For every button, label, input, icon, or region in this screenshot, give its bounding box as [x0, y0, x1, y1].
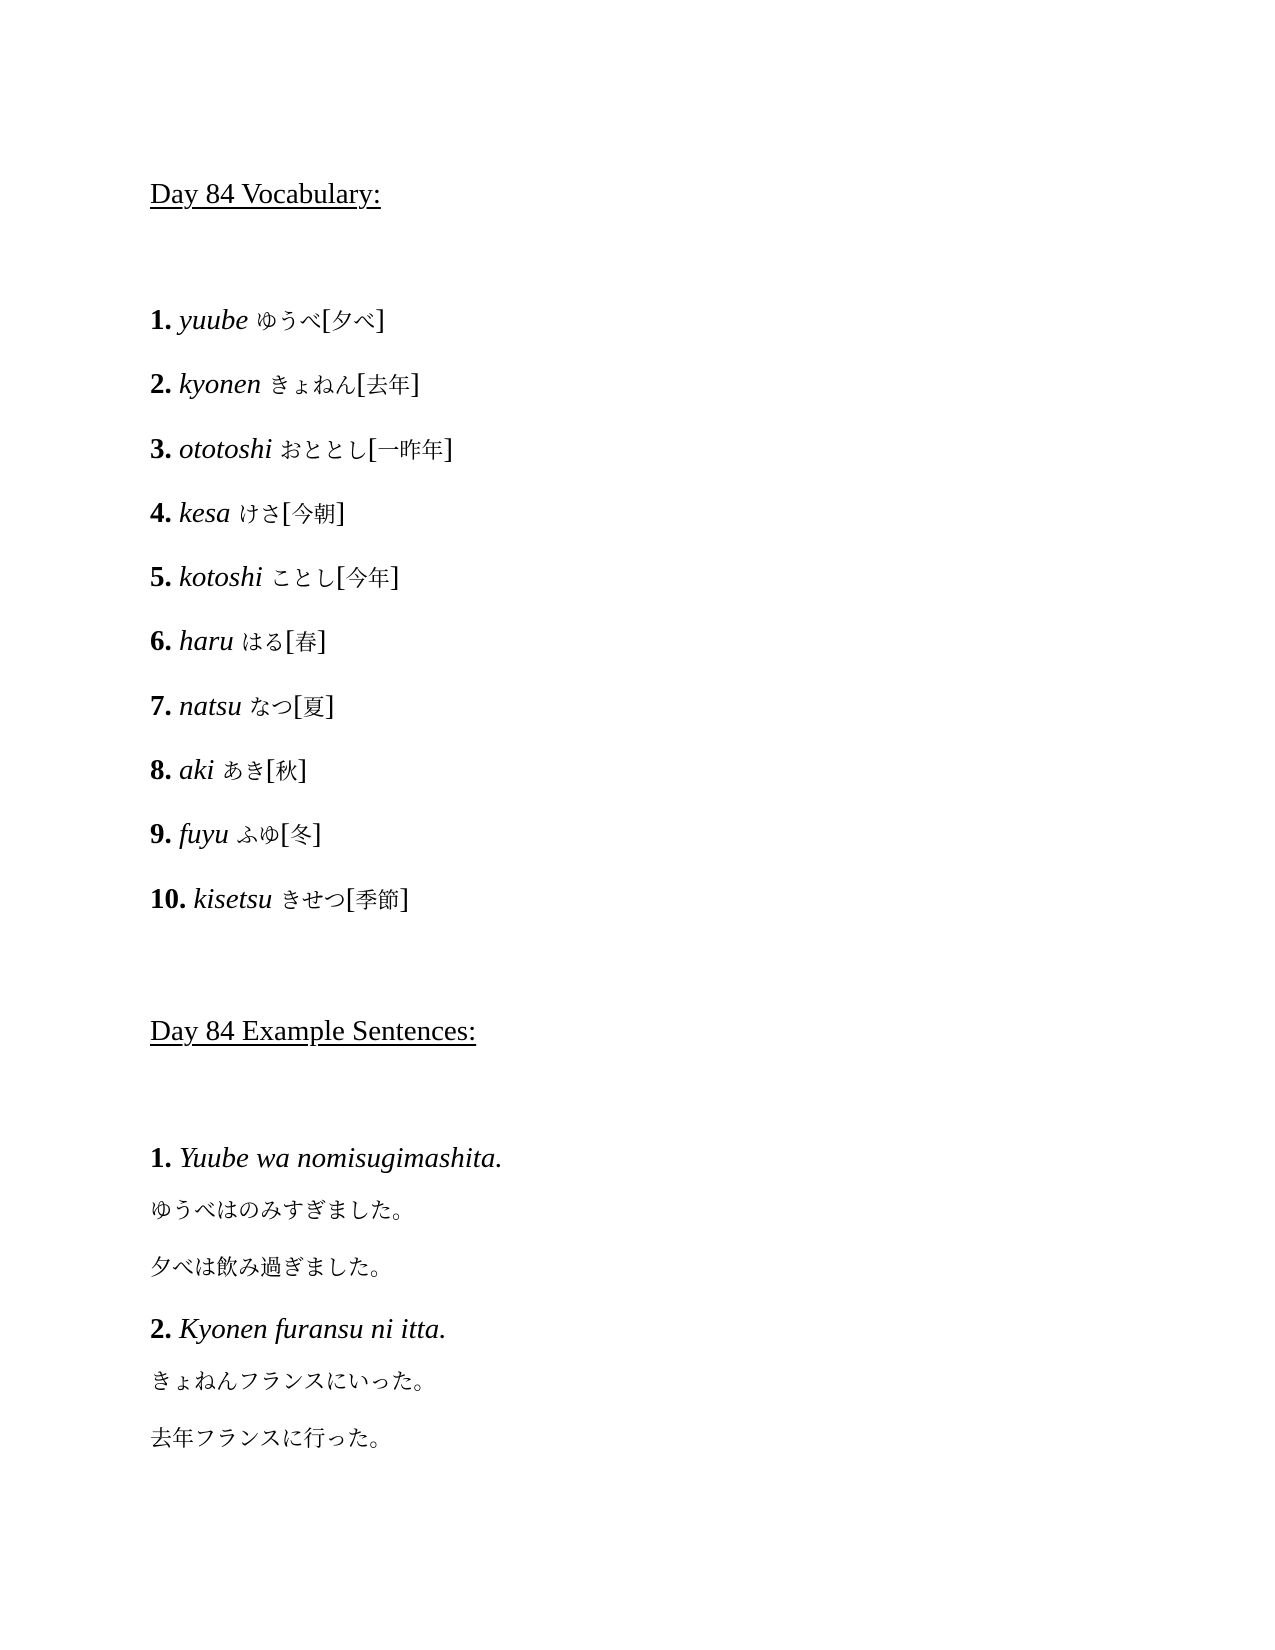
- vocab-romaji: fuyu: [179, 818, 229, 851]
- vocab-item: [150, 366, 453, 430]
- vocab-number: 6.: [150, 625, 172, 658]
- open-bracket: [: [265, 754, 276, 787]
- vocab-item: [150, 302, 453, 366]
- vocab-number: 2.: [150, 368, 172, 401]
- vocab-kanji: 季節: [355, 888, 400, 914]
- vocab-kanji: 夕べ: [331, 310, 376, 335]
- vocab-kanji: 秋: [275, 760, 298, 786]
- vocab-kana: ゆうべ: [255, 310, 322, 335]
- vocab-kana: なつ: [249, 695, 294, 721]
- vocab-number: 3.: [150, 432, 172, 465]
- close-bracket: ]: [443, 432, 454, 465]
- vocab-item: [150, 431, 453, 495]
- open-bracket: [: [281, 496, 292, 529]
- sentence-item: [150, 1140, 503, 1311]
- open-bracket: [: [345, 882, 356, 915]
- close-bracket: ]: [324, 689, 335, 722]
- vocab-kanji: 一昨年: [377, 438, 444, 464]
- sentence-kana: きょねんフランスにいった。: [150, 1370, 436, 1395]
- vocab-number: 5.: [150, 561, 172, 594]
- vocab-romaji: haru: [179, 625, 234, 658]
- vocab-number: 7.: [150, 689, 172, 722]
- vocab-number: 8.: [150, 754, 172, 787]
- sentence-kanji: 夕べは飲み過ぎました。: [150, 1256, 393, 1281]
- close-bracket: ]: [311, 818, 322, 851]
- vocab-romaji: ototoshi: [179, 432, 273, 465]
- vocab-kanji: 今朝: [291, 502, 336, 528]
- vocab-romaji: kisetsu: [193, 882, 273, 915]
- vocab-kana: ふゆ: [236, 824, 281, 850]
- vocab-romaji: kyonen: [179, 368, 262, 401]
- sentence-kanji: 去年フランスに行った。: [150, 1427, 392, 1452]
- vocab-kanji: 冬: [289, 824, 312, 850]
- vocab-kana: ことし: [270, 567, 337, 593]
- vocab-item: [150, 816, 453, 880]
- sentence-item: [150, 1311, 503, 1482]
- close-bracket: ]: [399, 882, 410, 915]
- open-bracket: [: [367, 432, 378, 465]
- vocab-romaji: aki: [179, 754, 215, 787]
- sentence-list: [150, 1140, 503, 1482]
- vocab-number: 1.: [150, 304, 172, 336]
- close-bracket: ]: [335, 496, 346, 529]
- vocab-kanji: 春: [294, 631, 317, 657]
- close-bracket: ]: [410, 368, 420, 401]
- vocab-number: 9.: [150, 818, 172, 851]
- close-bracket: ]: [316, 625, 327, 658]
- vocab-kana: きせつ: [279, 888, 346, 914]
- sentence-kana: ゆうべはのみすぎました。: [150, 1199, 415, 1224]
- vocab-kana: はる: [241, 631, 286, 657]
- open-bracket: [: [321, 304, 332, 336]
- sentence-number: 2.: [150, 1313, 172, 1345]
- vocab-romaji: natsu: [179, 689, 242, 722]
- vocab-item: [150, 881, 453, 945]
- sentences-heading: Day 84 Example Sentences:: [150, 1015, 477, 1047]
- sentence-romaji: Yuube wa nomisugimashita.: [179, 1142, 503, 1174]
- open-bracket: [: [293, 689, 303, 722]
- vocab-romaji: kotoshi: [179, 561, 263, 594]
- close-bracket: ]: [375, 304, 385, 336]
- vocab-romaji: kesa: [179, 496, 231, 529]
- vocab-kana: けさ: [237, 502, 282, 528]
- vocab-romaji: yuube: [179, 304, 249, 336]
- vocab-heading: Day 84 Vocabulary:: [150, 178, 381, 210]
- vocab-kana: きょねん: [268, 374, 357, 400]
- vocab-number: 4.: [150, 496, 172, 529]
- vocab-kanji: 今年: [345, 567, 390, 593]
- vocab-item: [150, 623, 453, 687]
- close-bracket: ]: [389, 561, 400, 594]
- vocab-number: 10.: [150, 882, 187, 915]
- open-bracket: [: [280, 818, 290, 851]
- vocab-kana: おととし: [279, 438, 368, 464]
- vocab-kana: あき: [221, 760, 266, 786]
- vocab-kanji: 夏: [302, 695, 325, 721]
- vocab-item: [150, 752, 453, 816]
- sentence-romaji-line: [150, 1311, 503, 1368]
- close-bracket: ]: [297, 754, 308, 787]
- vocab-item: [150, 495, 453, 559]
- open-bracket: [: [356, 368, 367, 401]
- open-bracket: [: [336, 561, 346, 594]
- vocab-item: [150, 559, 453, 623]
- vocab-kanji: 去年: [366, 374, 411, 400]
- vocab-item: [150, 688, 453, 752]
- sentence-number: 1.: [150, 1142, 172, 1174]
- sentence-romaji: Kyonen furansu ni itta.: [179, 1313, 447, 1345]
- sentence-romaji-line: [150, 1140, 503, 1197]
- open-bracket: [: [285, 625, 295, 658]
- vocab-list: [150, 302, 453, 945]
